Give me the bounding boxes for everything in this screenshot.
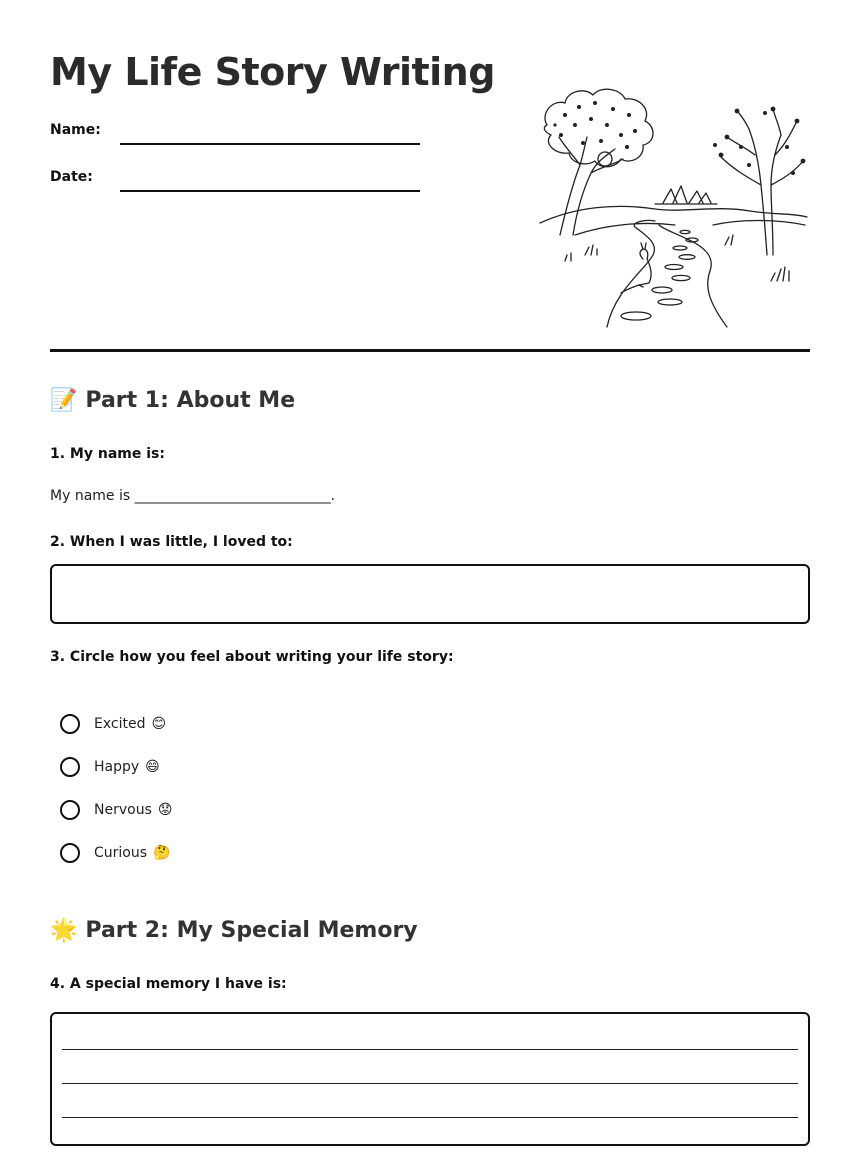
radio-circle[interactable] [60, 843, 80, 863]
date-input-line[interactable] [120, 190, 420, 192]
radio-circle[interactable] [60, 800, 80, 820]
star-icon: 🌟 [50, 917, 78, 943]
date-label: Date: [50, 169, 93, 185]
option-label: Nervous [94, 802, 152, 818]
question-3-label: 3. Circle how you feel about writing your life story: [50, 649, 454, 665]
part2-title-text: Part 2: My Special Memory [85, 918, 418, 943]
radio-circle[interactable] [60, 714, 80, 734]
question-2-answer-box[interactable] [50, 564, 810, 624]
name-label: Name: [50, 122, 101, 138]
option-nervous[interactable] [60, 800, 172, 820]
grin-emoji-icon: 😄 [145, 759, 160, 775]
writing-line [62, 1049, 798, 1050]
writing-line [62, 1117, 798, 1118]
option-label: Happy [94, 759, 140, 775]
option-happy[interactable] [60, 757, 160, 777]
option-label: Excited [94, 716, 146, 732]
part1-title [50, 388, 295, 413]
outback-landscape-illustration [535, 85, 810, 330]
name-field [50, 122, 430, 148]
question-2-label: 2. When I was little, I loved to: [50, 534, 293, 550]
writing-line [62, 1083, 798, 1084]
radio-circle[interactable] [60, 757, 80, 777]
question-1-label: 1. My name is: [50, 446, 165, 462]
page-title: My Life Story Writing [50, 50, 495, 94]
worried-emoji-icon: 😟 [157, 802, 173, 818]
question-4-label: 4. A special memory I have is: [50, 976, 287, 992]
part2-title [50, 918, 418, 943]
header-divider [50, 349, 810, 352]
question-4-answer-box[interactable] [50, 1012, 810, 1146]
option-excited[interactable] [60, 714, 166, 734]
part1-title-text: Part 1: About Me [85, 388, 296, 413]
date-field [50, 169, 430, 195]
memo-icon: 📝 [50, 387, 78, 413]
name-input-line[interactable] [120, 143, 420, 145]
smile-emoji-icon: 😊 [151, 716, 167, 732]
thinking-emoji-icon: 🤔 [153, 845, 171, 861]
question-1-text: My name is ____________________________. [50, 488, 336, 504]
option-label: Curious [94, 845, 148, 861]
option-curious[interactable] [60, 843, 170, 863]
